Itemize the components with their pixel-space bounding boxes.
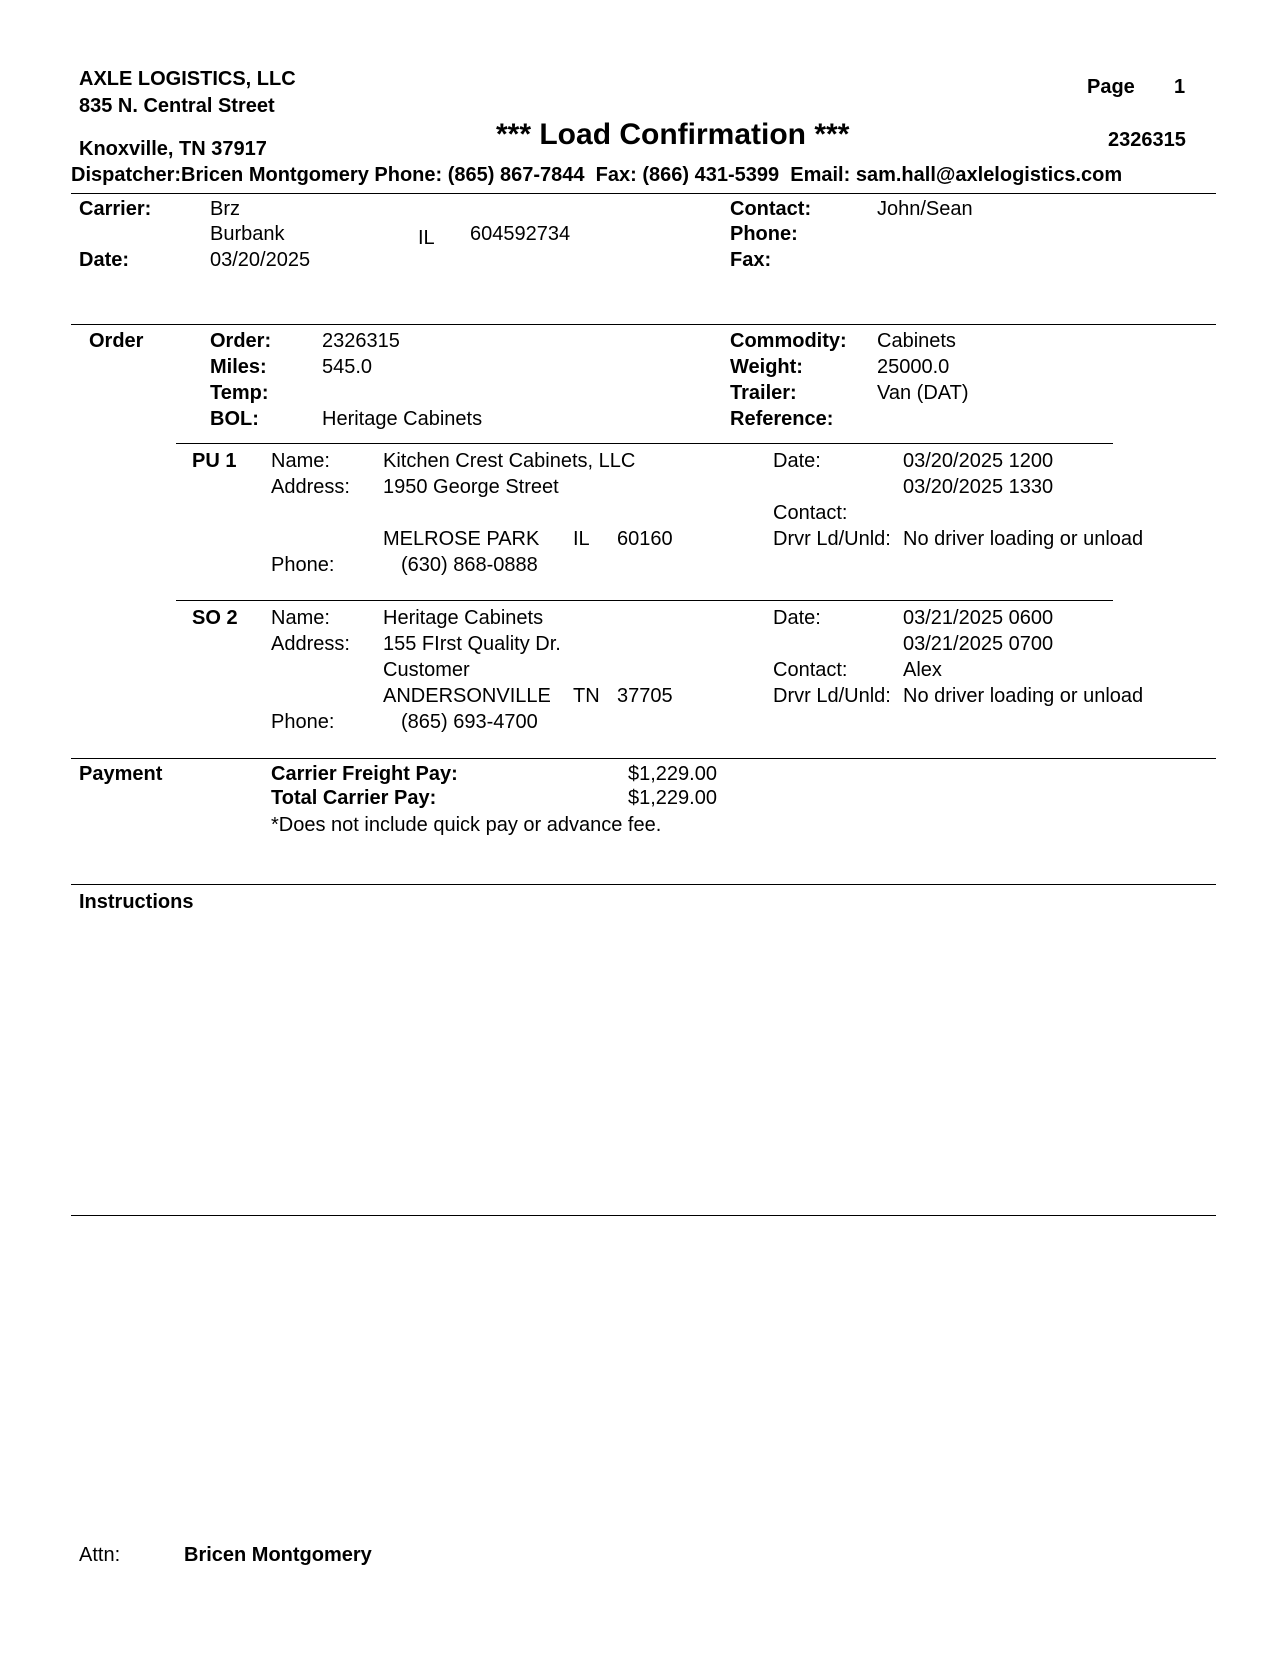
stop-state: IL	[573, 528, 590, 550]
divider-carrier	[71, 324, 1216, 325]
divider-instructions	[71, 884, 1216, 885]
header-email-label: Email:	[790, 164, 851, 186]
trailer-label: Trailer:	[730, 382, 797, 404]
header-phone-label: Phone:	[374, 164, 443, 186]
carrier-contact-label: Contact:	[730, 198, 812, 220]
stop-date1: 03/20/2025 1200	[903, 450, 1054, 472]
attn-name: Bricen Montgomery	[184, 1544, 372, 1566]
dispatcher-line	[71, 165, 1122, 185]
carrier-name: Brz	[210, 198, 240, 220]
weight-value: 25000.0	[877, 356, 950, 378]
reference-label: Reference:	[730, 408, 834, 430]
order-label: Order:	[210, 330, 272, 352]
stop-name: Kitchen Crest Cabinets, LLC	[383, 450, 636, 472]
header-phone: (865) 867-7844	[447, 164, 585, 186]
order-value: 2326315	[322, 330, 400, 352]
carrier-phone-label: Phone:	[730, 223, 798, 245]
commodity-label: Commodity:	[730, 330, 847, 352]
carrier-date-label: Date:	[79, 249, 130, 271]
carrier-fax-label: Fax:	[730, 249, 772, 271]
stop-city: MELROSE PARK	[383, 528, 540, 550]
carrier-date: 03/20/2025	[210, 249, 311, 271]
stop-state: TN	[573, 685, 600, 707]
stop-drvr-value: No driver loading or unload	[903, 685, 1144, 707]
freight-pay-label: Carrier Freight Pay:	[271, 763, 458, 785]
divider-payment	[71, 758, 1216, 759]
stop-date2: 03/21/2025 0700	[903, 633, 1054, 655]
stop-drvr-label: Drvr Ld/Unld:	[773, 685, 891, 707]
stop-contact-label: Contact:	[773, 502, 848, 524]
stop-phone: (865) 693-4700	[401, 711, 538, 733]
stop-zip: 60160	[617, 528, 673, 550]
carrier-label: Carrier:	[79, 198, 152, 220]
temp-label: Temp:	[210, 382, 269, 404]
stop-name: Heritage Cabinets	[383, 607, 544, 629]
company-city-state-zip: Knoxville, TN 37917	[79, 138, 267, 160]
bol-value: Heritage Cabinets	[322, 408, 483, 430]
total-pay-value: $1,229.00	[628, 787, 717, 809]
commodity-value: Cabinets	[877, 330, 956, 352]
stop-address2: Customer	[383, 659, 470, 681]
carrier-city: Burbank	[210, 223, 285, 245]
page-label: Page	[1087, 76, 1135, 98]
stop-phone: (630) 868-0888	[401, 554, 538, 576]
payment-section-label: Payment	[79, 763, 163, 785]
miles-label: Miles:	[210, 356, 267, 378]
divider-header	[71, 193, 1216, 194]
dispatcher-name: Bricen Montgomery	[181, 164, 369, 186]
stop-address1: 1950 George Street	[383, 476, 559, 498]
stop-code: PU 1	[192, 450, 237, 472]
header-fax-label: Fax:	[595, 164, 637, 186]
company-street: 835 N. Central Street	[79, 95, 275, 117]
freight-pay-value: $1,229.00	[628, 763, 717, 785]
payment-note: *Does not include quick pay or advance fee.	[271, 814, 662, 836]
stop-address-label: Address:	[271, 633, 350, 655]
trailer-value: Van (DAT)	[877, 382, 969, 404]
bol-label: BOL:	[210, 408, 259, 430]
stop-date-label: Date:	[773, 450, 821, 472]
stop-date-label: Date:	[773, 607, 821, 629]
page-number: 1	[1174, 76, 1186, 98]
divider-stop-1	[176, 443, 1113, 444]
header-fax: (866) 431-5399	[642, 164, 780, 186]
stop-address-label: Address:	[271, 476, 350, 498]
stop-drvr-label: Drvr Ld/Unld:	[773, 528, 891, 550]
miles-value: 545.0	[322, 356, 373, 378]
stop-contact-label: Contact:	[773, 659, 848, 681]
company-name: AXLE LOGISTICS, LLC	[79, 68, 296, 90]
stop-name-label: Name:	[271, 450, 330, 472]
order-section-label: Order	[89, 330, 144, 352]
stop-address1: 155 FIrst Quality Dr.	[383, 633, 561, 655]
stop-date2: 03/20/2025 1330	[903, 476, 1054, 498]
carrier-contact: John/Sean	[877, 198, 973, 220]
stop-name-label: Name:	[271, 607, 330, 629]
stop-contact: Alex	[903, 659, 942, 681]
load-number: 2326315	[1108, 129, 1186, 151]
stop-zip: 37705	[617, 685, 673, 707]
stop-code: SO 2	[192, 607, 238, 629]
dispatcher-label: Dispatcher:	[71, 164, 182, 186]
stop-phone-label: Phone:	[271, 554, 335, 576]
carrier-state: IL	[418, 227, 435, 249]
stop-city: ANDERSONVILLE	[383, 685, 551, 707]
attn-label: Attn:	[79, 1544, 121, 1566]
stop-drvr-value: No driver loading or unload	[903, 528, 1144, 550]
stop-date1: 03/21/2025 0600	[903, 607, 1054, 629]
stop-phone-label: Phone:	[271, 711, 335, 733]
page-title: *** Load Confirmation ***	[496, 118, 850, 151]
total-pay-label: Total Carrier Pay:	[271, 787, 437, 809]
carrier-zip: 604592734	[470, 223, 571, 245]
weight-label: Weight:	[730, 356, 803, 378]
header-email[interactable]: sam.hall@axlelogistics.com	[855, 164, 1123, 186]
divider-bottom	[71, 1215, 1216, 1216]
divider-stop-2	[176, 600, 1113, 601]
instructions-section-label: Instructions	[79, 891, 194, 913]
